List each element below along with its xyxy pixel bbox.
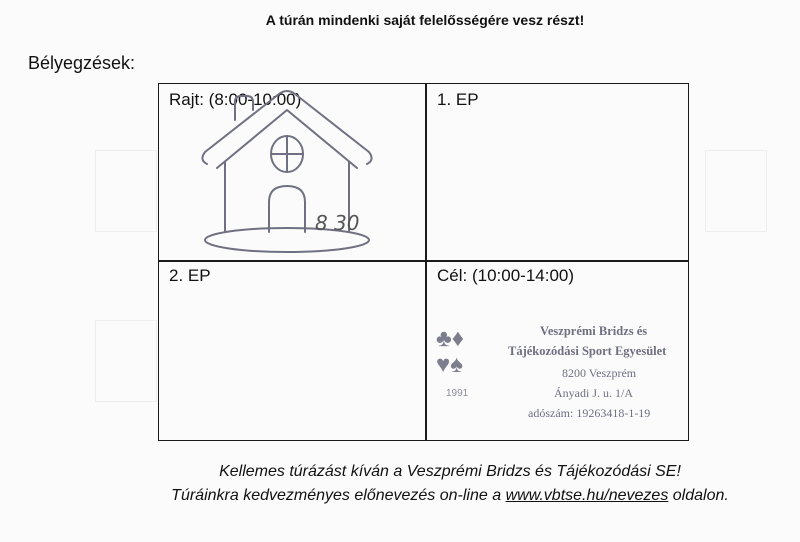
footer-registration-suffix: oldalon.	[668, 487, 729, 504]
stamp-line-4: Ányadi J. u. 1/A	[554, 386, 633, 400]
club-stamp	[432, 318, 702, 428]
footer-registration	[0, 487, 800, 505]
club-suit-icon: ♣	[436, 325, 452, 352]
registration-link[interactable]: www.vbtse.hu/nevezes	[505, 487, 669, 504]
house-icon	[187, 82, 387, 257]
stamp-line-5: adószám: 19263418-1-19	[528, 406, 651, 420]
stamp-line-3: 8200 Veszprém	[562, 366, 637, 380]
liability-warning: A túrán mindenki saját felelősségére vesz részt!	[265, 12, 585, 28]
stamp-line-1: Veszprémi Bridzs és	[540, 324, 648, 338]
spade-suit-icon: ♠	[450, 351, 463, 378]
cell-checkpoint-2-label: 2. EP	[169, 266, 211, 285]
stamp-year: 1991	[446, 388, 469, 399]
cell-finish-label: Cél: (10:00-14:00)	[437, 266, 575, 285]
cell-checkpoint-1-label: 1. EP	[437, 90, 479, 109]
grid-divider-horizontal	[159, 260, 688, 262]
footer-registration-prefix: Túráinkra kedvezményes előnevezés on-line a	[171, 487, 506, 504]
cell-start-label: Rajt: (8:00-10:00)	[169, 90, 302, 109]
handwritten-time: 8 30	[315, 211, 360, 235]
reverse-ghost-box	[95, 320, 157, 402]
reverse-ghost-box	[95, 150, 157, 232]
stamp-line-2: Tájékozódási Sport Egyesület	[508, 344, 667, 358]
grid-divider-vertical	[425, 84, 427, 440]
footer-greeting: Kellemes túrázást kíván a Veszprémi Bridzs és Tájékozódási SE!	[219, 463, 681, 480]
reverse-ghost-box	[705, 150, 767, 232]
card-suits-icon	[436, 326, 464, 378]
stamps-label: Bélyegzések:	[28, 53, 136, 73]
diamond-suit-icon: ♦	[451, 325, 464, 352]
heart-suit-icon: ♥	[436, 351, 451, 378]
